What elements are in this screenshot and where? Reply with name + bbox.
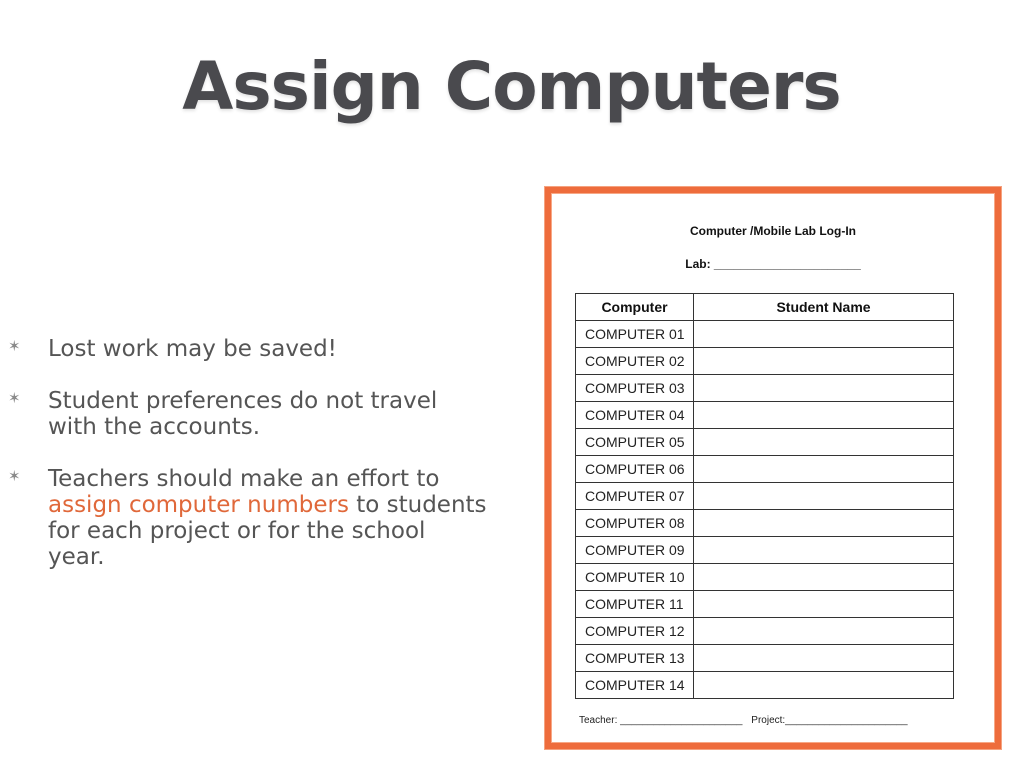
table-row bbox=[576, 591, 954, 618]
student-name-cell bbox=[694, 591, 954, 618]
column-header-computer: Computer bbox=[576, 294, 694, 321]
asterisk-star-icon: ✶ bbox=[8, 467, 21, 485]
student-name-cell bbox=[694, 348, 954, 375]
bullet-text bbox=[48, 466, 488, 570]
table-row bbox=[576, 375, 954, 402]
computer-cell: COMPUTER 09 bbox=[576, 537, 694, 564]
computer-cell: COMPUTER 05 bbox=[576, 429, 694, 456]
student-name-cell bbox=[694, 456, 954, 483]
bullet-list bbox=[8, 336, 488, 596]
student-name-cell bbox=[694, 672, 954, 699]
table-row bbox=[576, 672, 954, 699]
table-row bbox=[576, 645, 954, 672]
student-name-cell bbox=[694, 645, 954, 672]
bullet-item bbox=[8, 388, 488, 440]
table-row bbox=[576, 483, 954, 510]
student-name-cell bbox=[694, 537, 954, 564]
sheet-title: Computer /Mobile Lab Log-In bbox=[690, 224, 856, 238]
computer-cell: COMPUTER 08 bbox=[576, 510, 694, 537]
computer-cell: COMPUTER 07 bbox=[576, 483, 694, 510]
project-line: Project:______________________ bbox=[751, 715, 908, 726]
highlighted-phrase: assign computer numbers bbox=[48, 492, 349, 518]
lab-line: Lab: ______________________ bbox=[685, 257, 861, 271]
bullet-text-start: Teachers should make an effort to bbox=[48, 466, 440, 492]
table-row bbox=[576, 510, 954, 537]
bullet-text: Student preferences do not travel with the accounts. bbox=[48, 388, 438, 440]
asterisk-star-icon: ✶ bbox=[8, 389, 21, 407]
sheet-footer bbox=[579, 715, 908, 726]
table-row bbox=[576, 537, 954, 564]
table-row bbox=[576, 618, 954, 645]
log-table bbox=[575, 293, 954, 699]
computer-cell: COMPUTER 03 bbox=[576, 375, 694, 402]
student-name-cell bbox=[694, 618, 954, 645]
computer-cell: COMPUTER 04 bbox=[576, 402, 694, 429]
computer-cell: COMPUTER 13 bbox=[576, 645, 694, 672]
computer-cell: COMPUTER 10 bbox=[576, 564, 694, 591]
table-row bbox=[576, 456, 954, 483]
log-in-sheet-image bbox=[545, 187, 1001, 749]
computer-cell: COMPUTER 02 bbox=[576, 348, 694, 375]
table-header-row bbox=[576, 294, 954, 321]
computer-cell: COMPUTER 11 bbox=[576, 591, 694, 618]
student-name-cell bbox=[694, 402, 954, 429]
bullet-text-end: to students for each project or for the school year. bbox=[48, 492, 487, 570]
table-row bbox=[576, 564, 954, 591]
table-row bbox=[576, 402, 954, 429]
computer-cell: COMPUTER 01 bbox=[576, 321, 694, 348]
computer-cell: COMPUTER 14 bbox=[576, 672, 694, 699]
table-row bbox=[576, 321, 954, 348]
computer-cell: COMPUTER 06 bbox=[576, 456, 694, 483]
student-name-cell bbox=[694, 321, 954, 348]
teacher-line: Teacher: ______________________ bbox=[579, 715, 743, 726]
computer-cell: COMPUTER 12 bbox=[576, 618, 694, 645]
column-header-student-name: Student Name bbox=[694, 294, 954, 321]
student-name-cell bbox=[694, 564, 954, 591]
student-name-cell bbox=[694, 510, 954, 537]
table-row bbox=[576, 348, 954, 375]
table-body bbox=[576, 321, 954, 699]
student-name-cell bbox=[694, 375, 954, 402]
bullet-text: Lost work may be saved! bbox=[48, 336, 337, 362]
table-row bbox=[576, 429, 954, 456]
asterisk-star-icon: ✶ bbox=[8, 337, 21, 355]
student-name-cell bbox=[694, 429, 954, 456]
student-name-cell bbox=[694, 483, 954, 510]
bullet-item bbox=[8, 336, 488, 362]
slide-title: Assign Computers bbox=[182, 48, 841, 125]
bullet-item bbox=[8, 466, 488, 570]
